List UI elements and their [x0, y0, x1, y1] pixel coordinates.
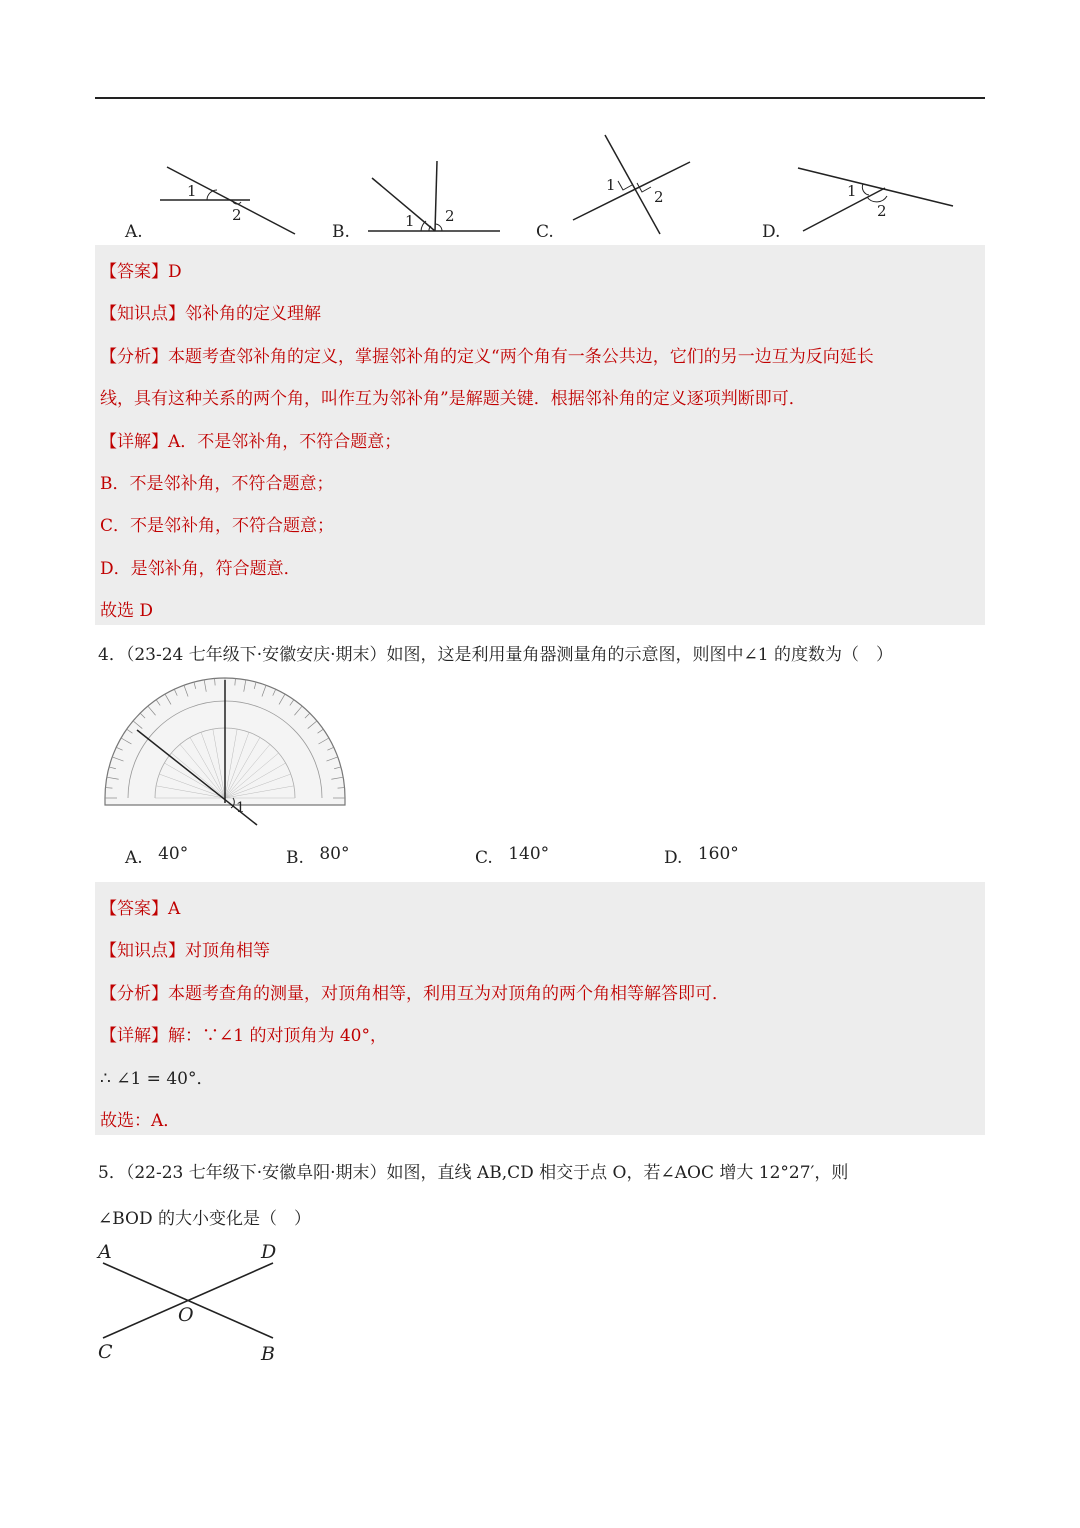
q3-option-a: A. [125, 222, 143, 242]
protractor-figure [100, 675, 355, 830]
q4-stem: 4．（23-24 七年级下·安徽安庆·期末）如图，这是利用量角器测量角的示意图，则图中∠1 的度数为（ ） [98, 645, 893, 665]
analysis-line-1: 【分析】本题考查邻补角的定义，掌握邻补角的定义“两个角有一条公共边，它们的另一边互为反向延长 [100, 347, 874, 367]
q3-figure-a [155, 160, 305, 240]
detail-line-1: 【详解】解：∵∠1 的对顶角为 40°， [100, 1026, 387, 1046]
detail-line-3: C．不是邻补角，不符合题意； [100, 516, 335, 536]
q5-stem-line-2: ∠BOD 的大小变化是（ ） [98, 1209, 312, 1229]
q3-option-d: D. [762, 222, 781, 242]
angle-label-2: 2 [877, 202, 887, 220]
q4-option-c [475, 844, 550, 868]
option-letter: D. [664, 848, 683, 868]
q3-option-b: B. [332, 222, 350, 242]
intersecting-lines-figure [95, 1238, 295, 1368]
option-value: 140° [508, 844, 550, 864]
q4-option-d [664, 844, 739, 868]
angle-label-1: 1 [405, 212, 415, 230]
detail-line-1: 【详解】A．不是邻补角，不符合题意； [100, 432, 402, 452]
q5-stem-line-1: 5．（22-23 七年级下·安徽阜阳·期末）如图，直线 AB,CD 相交于点 O，若∠AOC 增大 12°27′，则 [98, 1163, 849, 1183]
detail-line-2: B．不是邻补角，不符合题意； [100, 474, 334, 494]
angle-label-1: 1 [187, 182, 197, 200]
answer-box-q3 [95, 245, 985, 625]
knowledge-line: 【知识点】邻补角的定义理解 [100, 304, 321, 324]
answer-line: 【答案】D [100, 262, 182, 282]
angle-label-1: 1 [606, 176, 616, 194]
option-value: 40° [158, 844, 189, 864]
top-rule [95, 97, 985, 99]
angle-label-2: 2 [232, 206, 242, 224]
detail-line-2: ∴ ∠1 = 40°． [100, 1069, 214, 1089]
detail-line-4: D．是邻补角，符合题意． [100, 559, 301, 579]
knowledge-line: 【知识点】对顶角相等 [100, 941, 270, 961]
angle-label-2: 2 [445, 207, 455, 225]
option-letter: C. [475, 848, 493, 868]
option-letter: B. [286, 848, 304, 868]
point-label-a: A [98, 1241, 112, 1263]
q4-option-b [286, 844, 350, 868]
analysis-line: 【分析】本题考查角的测量，对顶角相等，利用互为对顶角的两个角相等解答即可． [100, 984, 729, 1004]
choose-line: 故选 D [100, 601, 154, 621]
point-label-o: O [178, 1304, 194, 1326]
q3-option-c: C. [536, 222, 554, 242]
q4-option-a [125, 844, 189, 868]
option-value: 160° [697, 844, 739, 864]
choose-line: 故选：A． [100, 1111, 181, 1131]
angle-label-1: 1 [847, 182, 857, 200]
answer-line: 【答案】A [100, 899, 181, 919]
q3-figure-b [365, 158, 505, 238]
analysis-line-2: 线，具有这种关系的两个角，叫作互为邻补角”是解题关键．根据邻补角的定义逐项判断即可． [100, 389, 806, 409]
point-label-d: D [261, 1241, 277, 1263]
option-letter: A. [125, 848, 143, 868]
point-label-b: B [261, 1343, 275, 1365]
q3-figure-d [795, 158, 960, 238]
answer-box-q4 [95, 882, 985, 1135]
angle-label-1: 1 [236, 800, 245, 816]
point-label-c: C [98, 1341, 113, 1363]
angle-label-2: 2 [654, 188, 664, 206]
option-value: 80° [319, 844, 350, 864]
q3-figure-c [570, 132, 695, 240]
